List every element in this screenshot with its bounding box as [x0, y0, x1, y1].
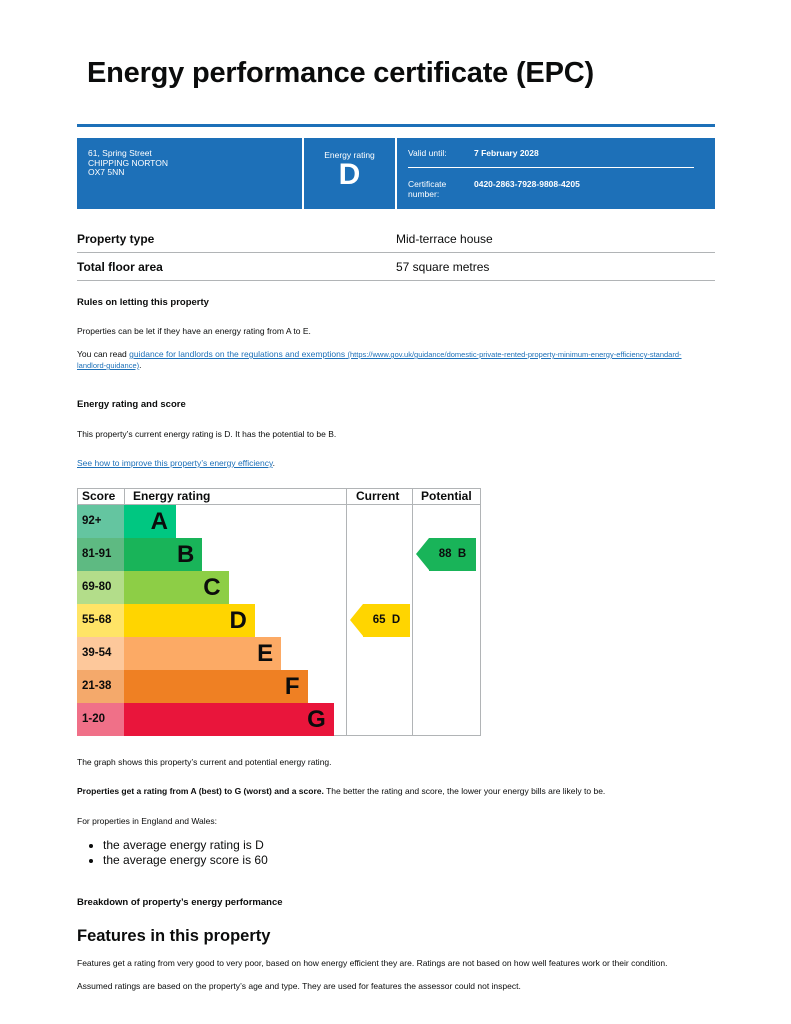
valid-until-value: 7 February 2028: [474, 148, 539, 158]
features-heading: Features in this property: [77, 927, 271, 945]
property-row-label: Total floor area: [77, 259, 163, 274]
band-score: 81-91: [77, 538, 124, 571]
band-bar: G: [124, 703, 334, 736]
potential-rating-arrow: [429, 538, 476, 571]
potential-rating-arrow-label: 88 B: [438, 548, 467, 560]
current-rating-arrow-label: 65 D: [372, 614, 401, 626]
summary-banner: [77, 138, 715, 209]
band-bar: C: [124, 571, 229, 604]
certificate-number-value: 0420-2863-7928-9808-4205: [474, 179, 580, 189]
improve-suffix: .: [272, 458, 275, 468]
guidance-link-url: (https://www.gov.uk/guidance/domestic-private-rented-property-minimum-energy-efficiency-standard-: [347, 350, 682, 359]
band-score: 1-20: [77, 703, 124, 736]
improve-efficiency-link[interactable]: See how to improve this property’s energy efficiency: [77, 458, 273, 468]
page-title: Energy performance certificate (EPC): [87, 57, 594, 89]
letting-guidance-paragraph: [77, 349, 717, 371]
list-item: • the average energy score is 60: [103, 853, 268, 868]
certificate-meta: [397, 138, 715, 209]
band-score: 39-54: [77, 637, 124, 670]
band-score: 21-38: [77, 670, 124, 703]
breakdown-heading: Breakdown of property’s energy performance: [77, 897, 283, 908]
property-row-value: Mid-terrace house: [396, 231, 493, 246]
valid-until-label: Valid until:: [408, 148, 447, 158]
energy-rating-value: D: [338, 158, 361, 191]
graph-caption: The graph shows this property’s current and potential energy rating.: [77, 757, 332, 767]
guidance-link-text: guidance for landlords on the regulations and exemptions: [129, 349, 346, 359]
property-row: [77, 225, 715, 253]
rating-explanation-bold: Properties get a rating from A (best) to G (worst) and a score.: [77, 786, 324, 796]
band-bar: B: [124, 538, 202, 571]
meta-divider: [408, 167, 694, 168]
guidance-link-url: landlord-guidance): [77, 361, 140, 370]
letting-paragraph: Properties can be let if they have an energy rating from A to E.: [77, 326, 311, 336]
list-item: • the average energy rating is D: [103, 838, 268, 853]
certificate-label-line: number:: [408, 189, 440, 199]
property-row-label: Property type: [77, 231, 155, 246]
band-bar: A: [124, 505, 176, 538]
property-address: [77, 138, 304, 209]
address-line: OX7 5NN: [88, 167, 125, 177]
improve-paragraph: [77, 458, 275, 468]
band-bar: E: [124, 637, 281, 670]
chart-header-score: Score: [82, 489, 116, 503]
features-paragraph: Features get a rating from very good to very poor, based on how energy efficient they are. Ratings are not based on how well features work or their condition.: [77, 958, 668, 968]
rating-score-paragraph: This property’s current energy rating is D. It has the potential to be B.: [77, 429, 337, 439]
landlord-guidance-link[interactable]: [77, 349, 682, 370]
certificate-label-line: Certificate: [408, 179, 447, 189]
energy-rating-label: Energy rating: [324, 150, 375, 160]
guidance-suffix: .: [139, 360, 142, 370]
address-line: CHIPPING NORTON: [88, 157, 168, 168]
letting-heading: Rules on letting this property: [77, 297, 209, 308]
certificate-number-label: [408, 179, 474, 199]
title-divider: [77, 124, 715, 127]
band-score: 69-80: [77, 571, 124, 604]
band-bar: D: [124, 604, 255, 637]
chart-column-divider: [412, 488, 413, 736]
property-summary-table: [77, 225, 715, 281]
england-wales-intro: For properties in England and Wales:: [77, 816, 218, 826]
potential-rating-arrow-pointer: [416, 538, 429, 570]
current-rating-arrow-pointer: [350, 604, 363, 636]
average-ratings-list: [77, 838, 268, 868]
property-row: [77, 253, 715, 281]
current-rating-arrow: [363, 604, 410, 637]
energy-rating-box: [304, 138, 397, 209]
band-score: 55-68: [77, 604, 124, 637]
rating-score-heading: Energy rating and score: [77, 399, 186, 410]
property-row-value: 57 square metres: [396, 259, 490, 274]
assumed-ratings-paragraph: Assumed ratings are based on the property’s age and type. They are used for features the assessor could not inspect.: [77, 981, 521, 991]
chart-header-potential: Potential: [421, 489, 472, 503]
rating-explanation-rest: The better the rating and score, the lower your energy bills are likely to be.: [323, 786, 606, 796]
band-bar: F: [124, 670, 308, 703]
chart-header-current: Current: [356, 489, 400, 503]
address-line: 61, Spring Street: [88, 148, 152, 158]
guidance-prefix: You can read: [77, 349, 130, 359]
band-score: 92+: [77, 505, 124, 538]
chart-column-divider: [346, 488, 347, 736]
rating-explanation: [77, 786, 605, 796]
energy-rating-chart: [77, 488, 481, 736]
chart-header-rating: Energy rating: [133, 489, 211, 503]
